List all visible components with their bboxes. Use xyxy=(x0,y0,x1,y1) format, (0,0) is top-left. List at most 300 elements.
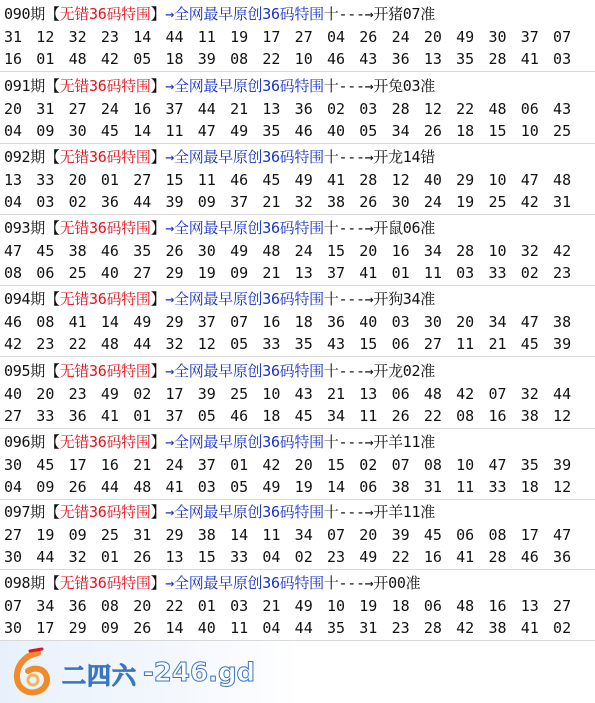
number-cell: 20 xyxy=(36,385,55,403)
number-cell: 17 xyxy=(36,619,55,637)
number-cell: 37 xyxy=(230,193,249,211)
number-cell: 43 xyxy=(553,100,572,118)
record-header xyxy=(4,431,435,453)
number-cell: 30 xyxy=(4,619,23,637)
number-cell: 46 xyxy=(294,122,313,140)
number-cell: 26 xyxy=(391,407,410,425)
number-cell: 41 xyxy=(456,548,475,566)
number-cell: 47 xyxy=(520,171,539,189)
arrow-icon: → xyxy=(165,574,175,592)
number-cell: 31 xyxy=(36,100,55,118)
number-cell: 18 xyxy=(262,407,281,425)
number-cell: 25 xyxy=(553,122,572,140)
number-cell: 33 xyxy=(488,264,507,282)
bracket-left: 【 xyxy=(44,574,60,592)
number-cell: 12 xyxy=(423,100,442,118)
number-cell: 04 xyxy=(4,478,23,496)
number-cell: 28 xyxy=(391,100,410,118)
bracket-right: 】 xyxy=(150,77,166,95)
period-label: 096期 xyxy=(4,433,45,451)
number-row xyxy=(4,26,585,48)
promo-text: 全网最早原创36码特围 xyxy=(174,219,324,237)
number-cell: 22 xyxy=(262,50,281,68)
number-cell: 03 xyxy=(456,264,475,282)
period-label: 098期 xyxy=(4,574,45,592)
number-row xyxy=(4,333,585,355)
number-cell: 02 xyxy=(294,548,313,566)
number-cell: 23 xyxy=(100,28,119,46)
number-cell: 29 xyxy=(456,171,475,189)
number-cell: 33 xyxy=(262,335,281,353)
number-cell: 32 xyxy=(520,242,539,260)
number-cell: 38 xyxy=(553,313,572,331)
number-cell: 34 xyxy=(326,407,346,425)
number-cell: 46 xyxy=(100,242,119,260)
number-cell: 36 xyxy=(100,193,119,211)
red-tag: 无错36码特围 xyxy=(59,433,151,451)
period-label: 094期 xyxy=(4,290,45,308)
number-cell: 07 xyxy=(488,385,507,403)
number-cell: 27 xyxy=(133,171,152,189)
number-cell: 30 xyxy=(68,122,87,140)
number-cell: 35 xyxy=(456,50,475,68)
number-cell: 34 xyxy=(488,313,507,331)
number-cell: 04 xyxy=(262,619,281,637)
number-cell: 46 xyxy=(230,407,249,425)
bracket-right: 】 xyxy=(150,5,166,23)
number-cell: 43 xyxy=(359,50,378,68)
number-row xyxy=(4,48,585,70)
promo-text: 全网最早原创36码特围 xyxy=(174,290,324,308)
number-cell: 45 xyxy=(294,407,313,425)
number-cell: 19 xyxy=(197,264,216,282)
number-cell: 07 xyxy=(230,313,249,331)
footer-wordmark xyxy=(62,653,255,693)
number-cell: 21 xyxy=(262,597,281,615)
number-row xyxy=(4,617,585,639)
number-cell: 47 xyxy=(4,242,23,260)
number-cell: 01 xyxy=(100,171,119,189)
number-cell: 26 xyxy=(423,122,442,140)
number-cell: 01 xyxy=(197,597,216,615)
number-cell: 30 xyxy=(391,193,410,211)
footer-brand: 二四六 xyxy=(62,661,137,690)
number-cell: 33 xyxy=(36,171,55,189)
number-cell: 13 xyxy=(294,264,313,282)
number-cell: 28 xyxy=(456,242,475,260)
period-label: 095期 xyxy=(4,362,45,380)
number-cell: 42 xyxy=(100,50,119,68)
number-cell: 01 xyxy=(391,264,410,282)
number-cell: 13 xyxy=(165,548,184,566)
number-cell: 21 xyxy=(488,335,507,353)
number-cell: 44 xyxy=(197,100,216,118)
number-cell: 26 xyxy=(359,193,378,211)
number-cell: 48 xyxy=(423,385,442,403)
number-cell: 24 xyxy=(423,193,442,211)
record-block xyxy=(0,72,595,144)
number-cell: 06 xyxy=(423,597,442,615)
number-cell: 30 xyxy=(197,242,216,260)
number-cell: 34 xyxy=(391,122,410,140)
number-cell: 49 xyxy=(456,28,475,46)
number-cell: 11 xyxy=(165,122,184,140)
number-cell: 11 xyxy=(262,526,281,544)
number-cell: 48 xyxy=(488,100,507,118)
number-cell: 07 xyxy=(4,597,23,615)
number-cell: 12 xyxy=(553,407,572,425)
number-cell: 28 xyxy=(423,619,442,637)
number-cell: 10 xyxy=(456,456,475,474)
number-cell: 16 xyxy=(488,407,507,425)
number-cell: 11 xyxy=(423,264,442,282)
number-cell: 34 xyxy=(36,597,55,615)
arrow-icon: → xyxy=(165,148,175,166)
number-cell: 30 xyxy=(4,548,23,566)
number-cell: 14 xyxy=(133,28,152,46)
number-cell: 40 xyxy=(4,385,23,403)
number-cell: 47 xyxy=(520,313,539,331)
number-cell: 39 xyxy=(197,50,216,68)
period-label: 091期 xyxy=(4,77,45,95)
number-cell: 36 xyxy=(391,50,410,68)
number-cell: 08 xyxy=(4,264,23,282)
record-header xyxy=(4,75,435,97)
number-cell: 28 xyxy=(488,50,507,68)
number-cell: 35 xyxy=(133,242,152,260)
bracket-right: 】 xyxy=(150,148,166,166)
number-cell: 07 xyxy=(326,526,346,544)
number-cell: 14 xyxy=(230,526,249,544)
number-cell: 19 xyxy=(230,28,249,46)
number-row xyxy=(4,98,585,120)
number-cell: 26 xyxy=(133,619,152,637)
number-cell: 06 xyxy=(391,385,410,403)
record-block xyxy=(0,285,595,357)
number-cell: 30 xyxy=(488,28,507,46)
number-cell: 22 xyxy=(423,407,442,425)
number-cell: 17 xyxy=(165,385,184,403)
number-cell: 42 xyxy=(4,335,23,353)
record-block xyxy=(0,143,595,215)
number-cell: 21 xyxy=(326,385,346,403)
separator-arrow: 十---→ xyxy=(323,362,374,380)
number-cell: 16 xyxy=(423,548,442,566)
number-cell: 36 xyxy=(68,597,87,615)
result-text: 开猪07准 xyxy=(373,5,435,23)
number-row xyxy=(4,120,585,142)
record-block xyxy=(0,0,595,72)
number-cell: 49 xyxy=(133,313,152,331)
number-cell: 44 xyxy=(36,548,55,566)
separator-arrow: 十---→ xyxy=(323,574,374,592)
number-cell: 04 xyxy=(4,193,23,211)
promo-text: 全网最早原创36码特围 xyxy=(174,503,324,521)
number-cell: 14 xyxy=(326,478,346,496)
separator-arrow: 十---→ xyxy=(323,148,374,166)
number-cell: 12 xyxy=(36,28,55,46)
number-cell: 06 xyxy=(359,478,378,496)
number-cell: 26 xyxy=(359,28,378,46)
number-cell: 31 xyxy=(133,526,152,544)
number-cell: 05 xyxy=(230,335,249,353)
number-row xyxy=(4,595,585,617)
number-cell: 43 xyxy=(294,385,313,403)
result-text: 开狗34准 xyxy=(373,290,435,308)
number-cell: 47 xyxy=(553,526,572,544)
result-text: 开00准 xyxy=(373,574,421,592)
number-cell: 12 xyxy=(391,171,410,189)
number-cell: 32 xyxy=(294,193,313,211)
number-cell: 34 xyxy=(294,526,313,544)
record-header xyxy=(4,572,420,594)
number-cell: 16 xyxy=(100,456,119,474)
number-cell: 36 xyxy=(294,100,313,118)
separator-arrow: 十---→ xyxy=(323,5,374,23)
record-block xyxy=(0,428,595,500)
red-tag: 无错36码特围 xyxy=(59,574,151,592)
number-row xyxy=(4,476,585,498)
record-block xyxy=(0,569,595,641)
number-cell: 27 xyxy=(4,526,23,544)
number-cell: 27 xyxy=(68,100,87,118)
number-cell: 08 xyxy=(423,456,442,474)
number-cell: 12 xyxy=(553,478,572,496)
number-cell: 10 xyxy=(488,242,507,260)
number-cell: 46 xyxy=(230,171,249,189)
number-cell: 37 xyxy=(165,100,184,118)
number-cell: 48 xyxy=(133,478,152,496)
number-cell: 45 xyxy=(36,242,55,260)
number-cell: 36 xyxy=(553,548,572,566)
number-cell: 35 xyxy=(294,335,313,353)
number-cell: 13 xyxy=(4,171,23,189)
separator-arrow: 十---→ xyxy=(323,433,374,451)
number-cell: 42 xyxy=(520,193,539,211)
bracket-left: 【 xyxy=(44,77,60,95)
number-cell: 28 xyxy=(359,171,378,189)
number-cell: 38 xyxy=(326,193,346,211)
number-cell: 37 xyxy=(326,264,346,282)
number-cell: 21 xyxy=(262,193,281,211)
number-cell: 23 xyxy=(326,548,346,566)
number-cell: 38 xyxy=(488,619,507,637)
number-cell: 02 xyxy=(520,264,539,282)
record-header xyxy=(4,501,435,523)
number-cell: 21 xyxy=(230,100,249,118)
number-cell: 40 xyxy=(197,619,216,637)
result-text: 开龙14错 xyxy=(373,148,435,166)
number-cell: 45 xyxy=(262,171,281,189)
period-label: 093期 xyxy=(4,219,45,237)
number-row xyxy=(4,383,585,405)
number-cell: 20 xyxy=(4,100,23,118)
number-cell: 08 xyxy=(488,526,507,544)
number-cell: 07 xyxy=(391,456,410,474)
bracket-left: 【 xyxy=(44,503,60,521)
number-cell: 25 xyxy=(100,526,119,544)
number-cell: 37 xyxy=(197,456,216,474)
record-block xyxy=(0,498,595,570)
number-cell: 23 xyxy=(68,385,87,403)
number-cell: 27 xyxy=(133,264,152,282)
number-cell: 17 xyxy=(68,456,87,474)
number-cell: 11 xyxy=(197,171,216,189)
number-cell: 29 xyxy=(165,264,184,282)
result-text: 开鼠06准 xyxy=(373,219,435,237)
arrow-icon: → xyxy=(165,433,175,451)
number-cell: 20 xyxy=(423,28,442,46)
number-cell: 49 xyxy=(100,385,119,403)
arrow-icon: → xyxy=(165,362,175,380)
number-cell: 17 xyxy=(520,526,539,544)
number-cell: 20 xyxy=(133,597,152,615)
number-row xyxy=(4,191,585,213)
number-cell: 22 xyxy=(68,335,87,353)
number-row xyxy=(4,311,585,333)
number-cell: 32 xyxy=(68,28,87,46)
number-row xyxy=(4,262,585,284)
number-cell: 18 xyxy=(165,50,184,68)
number-cell: 06 xyxy=(520,100,539,118)
number-cell: 42 xyxy=(456,619,475,637)
promo-text: 全网最早原创36码特围 xyxy=(174,433,324,451)
number-cell: 48 xyxy=(262,242,281,260)
number-cell: 41 xyxy=(100,407,119,425)
number-cell: 13 xyxy=(520,597,539,615)
number-cell: 40 xyxy=(423,171,442,189)
number-cell: 11 xyxy=(456,335,475,353)
number-cell: 39 xyxy=(553,456,572,474)
separator-arrow: 十---→ xyxy=(323,219,374,237)
period-label: 090期 xyxy=(4,5,45,23)
number-cell: 16 xyxy=(488,597,507,615)
number-cell: 16 xyxy=(262,313,281,331)
number-cell: 38 xyxy=(197,526,216,544)
number-cell: 29 xyxy=(165,526,184,544)
number-cell: 02 xyxy=(68,193,87,211)
number-cell: 04 xyxy=(326,28,346,46)
number-cell: 32 xyxy=(520,385,539,403)
number-cell: 19 xyxy=(294,478,313,496)
promo-text: 全网最早原创36码特围 xyxy=(174,574,324,592)
arrow-icon: → xyxy=(165,290,175,308)
number-cell: 19 xyxy=(359,597,378,615)
number-cell: 20 xyxy=(359,526,378,544)
number-cell: 31 xyxy=(4,28,23,46)
number-cell: 01 xyxy=(230,456,249,474)
number-cell: 08 xyxy=(36,313,55,331)
number-cell: 25 xyxy=(68,264,87,282)
number-cell: 41 xyxy=(520,619,539,637)
number-cell: 41 xyxy=(68,313,87,331)
number-cell: 27 xyxy=(294,28,313,46)
number-cell: 45 xyxy=(36,456,55,474)
number-cell: 18 xyxy=(294,313,313,331)
number-cell: 48 xyxy=(456,597,475,615)
bracket-right: 】 xyxy=(150,290,166,308)
period-label: 092期 xyxy=(4,148,45,166)
record-block xyxy=(0,214,595,286)
number-row xyxy=(4,524,585,546)
number-cell: 31 xyxy=(423,478,442,496)
number-cell: 19 xyxy=(36,526,55,544)
number-cell: 37 xyxy=(520,28,539,46)
red-tag: 无错36码特围 xyxy=(59,362,151,380)
promo-text: 全网最早原创36码特围 xyxy=(174,148,324,166)
number-cell: 36 xyxy=(326,313,346,331)
red-tag: 无错36码特围 xyxy=(59,77,151,95)
number-row xyxy=(4,240,585,262)
number-cell: 14 xyxy=(100,313,119,331)
number-cell: 46 xyxy=(4,313,23,331)
number-cell: 20 xyxy=(359,242,378,260)
number-row xyxy=(4,169,585,191)
number-cell: 42 xyxy=(456,385,475,403)
number-cell: 03 xyxy=(391,313,410,331)
number-cell: 21 xyxy=(133,456,152,474)
number-cell: 11 xyxy=(197,28,216,46)
number-cell: 09 xyxy=(36,478,55,496)
number-cell: 09 xyxy=(68,526,87,544)
bracket-left: 【 xyxy=(44,433,60,451)
number-cell: 21 xyxy=(262,264,281,282)
number-cell: 05 xyxy=(197,407,216,425)
number-cell: 39 xyxy=(165,193,184,211)
number-cell: 36 xyxy=(68,407,87,425)
number-cell: 09 xyxy=(36,122,55,140)
number-cell: 39 xyxy=(197,385,216,403)
record-header xyxy=(4,217,435,239)
number-cell: 01 xyxy=(100,548,119,566)
promo-text: 全网最早原创36码特围 xyxy=(174,362,324,380)
bracket-left: 【 xyxy=(44,362,60,380)
number-cell: 46 xyxy=(326,50,346,68)
number-cell: 10 xyxy=(520,122,539,140)
number-cell: 11 xyxy=(230,619,249,637)
bracket-right: 】 xyxy=(150,574,166,592)
number-cell: 45 xyxy=(423,526,442,544)
number-cell: 15 xyxy=(165,171,184,189)
number-cell: 09 xyxy=(230,264,249,282)
number-cell: 22 xyxy=(391,548,410,566)
number-cell: 41 xyxy=(359,264,378,282)
number-cell: 34 xyxy=(423,242,442,260)
record-header xyxy=(4,360,435,382)
number-cell: 25 xyxy=(488,193,507,211)
number-cell: 02 xyxy=(359,456,378,474)
number-cell: 27 xyxy=(4,407,23,425)
number-cell: 18 xyxy=(520,478,539,496)
separator-arrow: 十---→ xyxy=(323,503,374,521)
number-row xyxy=(4,454,585,476)
number-cell: 04 xyxy=(262,548,281,566)
red-tag: 无错36码特围 xyxy=(59,219,151,237)
number-cell: 09 xyxy=(197,193,216,211)
number-cell: 25 xyxy=(230,385,249,403)
bracket-left: 【 xyxy=(44,148,60,166)
arrow-icon: → xyxy=(165,503,175,521)
number-cell: 02 xyxy=(553,619,572,637)
number-cell: 14 xyxy=(165,619,184,637)
number-cell: 15 xyxy=(326,456,346,474)
number-cell: 05 xyxy=(230,478,249,496)
arrow-icon: → xyxy=(165,219,175,237)
number-cell: 05 xyxy=(133,50,152,68)
six-swirl-logo-icon xyxy=(8,647,56,697)
number-cell: 39 xyxy=(391,526,410,544)
number-cell: 23 xyxy=(391,619,410,637)
